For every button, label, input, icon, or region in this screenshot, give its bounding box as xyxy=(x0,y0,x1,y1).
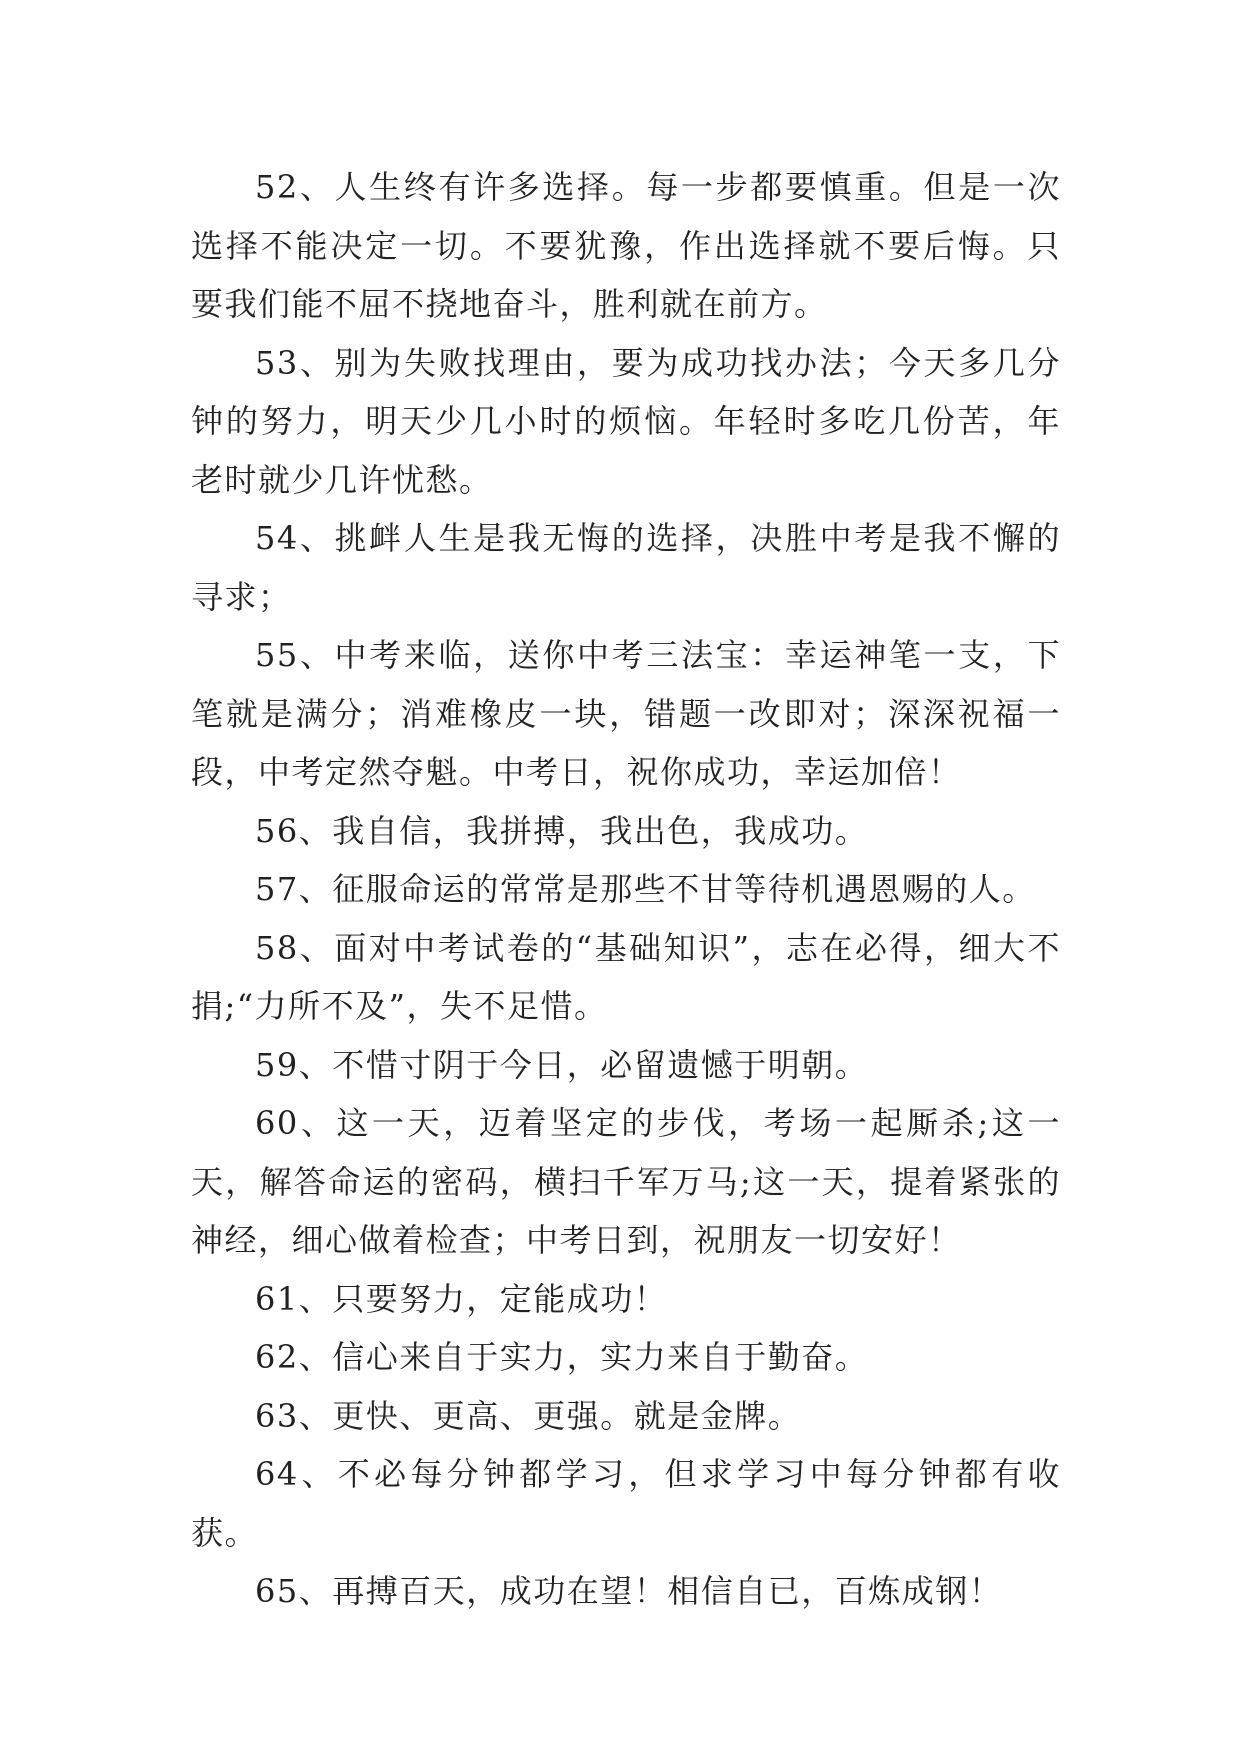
document-body xyxy=(191,158,1061,1621)
paragraph-62: 62、信心来自于实力，实力来自于勤奋。 xyxy=(255,1338,869,1376)
paragraph-56: 56、我自信，我拼搏，我出色，我成功。 xyxy=(255,811,869,850)
paragraph-54: 54、挑衅人生是我无悔的选择，决胜中考是我不懈的寻求； xyxy=(191,519,1061,616)
paragraph-52: 52、人生终有许多选择。每一步都要慎重。但是一次选择不能决定一切。不要犹豫，作出选择就不要后悔。只要我们能不屈不挠地奋斗，胜利就在前方。 xyxy=(191,168,1061,323)
paragraph-59: 59、不惜寸阴于今日，必留遗憾于明朝。 xyxy=(255,1045,869,1084)
paragraph-53: 53、别为失败找理由，要为成功找办法；今天多几分钟的努力，明天少几小时的烦恼。年轻时多吃几份苦，年老时就少几许忧愁。 xyxy=(191,343,1061,499)
paragraph-61: 61、只要努力，定能成功！ xyxy=(255,1279,668,1318)
paragraph-58: 58、面对中考试卷的“基础知识”，志在必得，细大不捐;“力所不及”，失不足惜。 xyxy=(191,928,1061,1025)
paragraph-55: 55、中考来临，送你中考三法宝：幸运神笔一支，下笔就是满分；消难橡皮一块，错题一改即对；深深祝福一段，中考定然夺魁。中考日，祝你成功，幸运加倍！ xyxy=(191,636,1061,791)
paragraph-65: 65、再搏百天，成功在望！相信自已，百炼成钢！ xyxy=(255,1572,1003,1610)
paragraph-57: 57、征服命运的常常是那些不甘等待机遇恩赐的人。 xyxy=(255,870,1036,908)
paragraph-63: 63、更快、更高、更强。就是金牌。 xyxy=(255,1396,802,1435)
paragraph-64: 64、不必每分钟都学习，但求学习中每分钟都有收获。 xyxy=(191,1455,1061,1552)
paragraph-60: 60、这一天，迈着坚定的步伐，考场一起厮杀;这一天，解答命运的密码，横扫千军万马;这一天，提着紧张的神经，细心做着检查；中考日到，祝朋友一切安好！ xyxy=(191,1104,1061,1259)
